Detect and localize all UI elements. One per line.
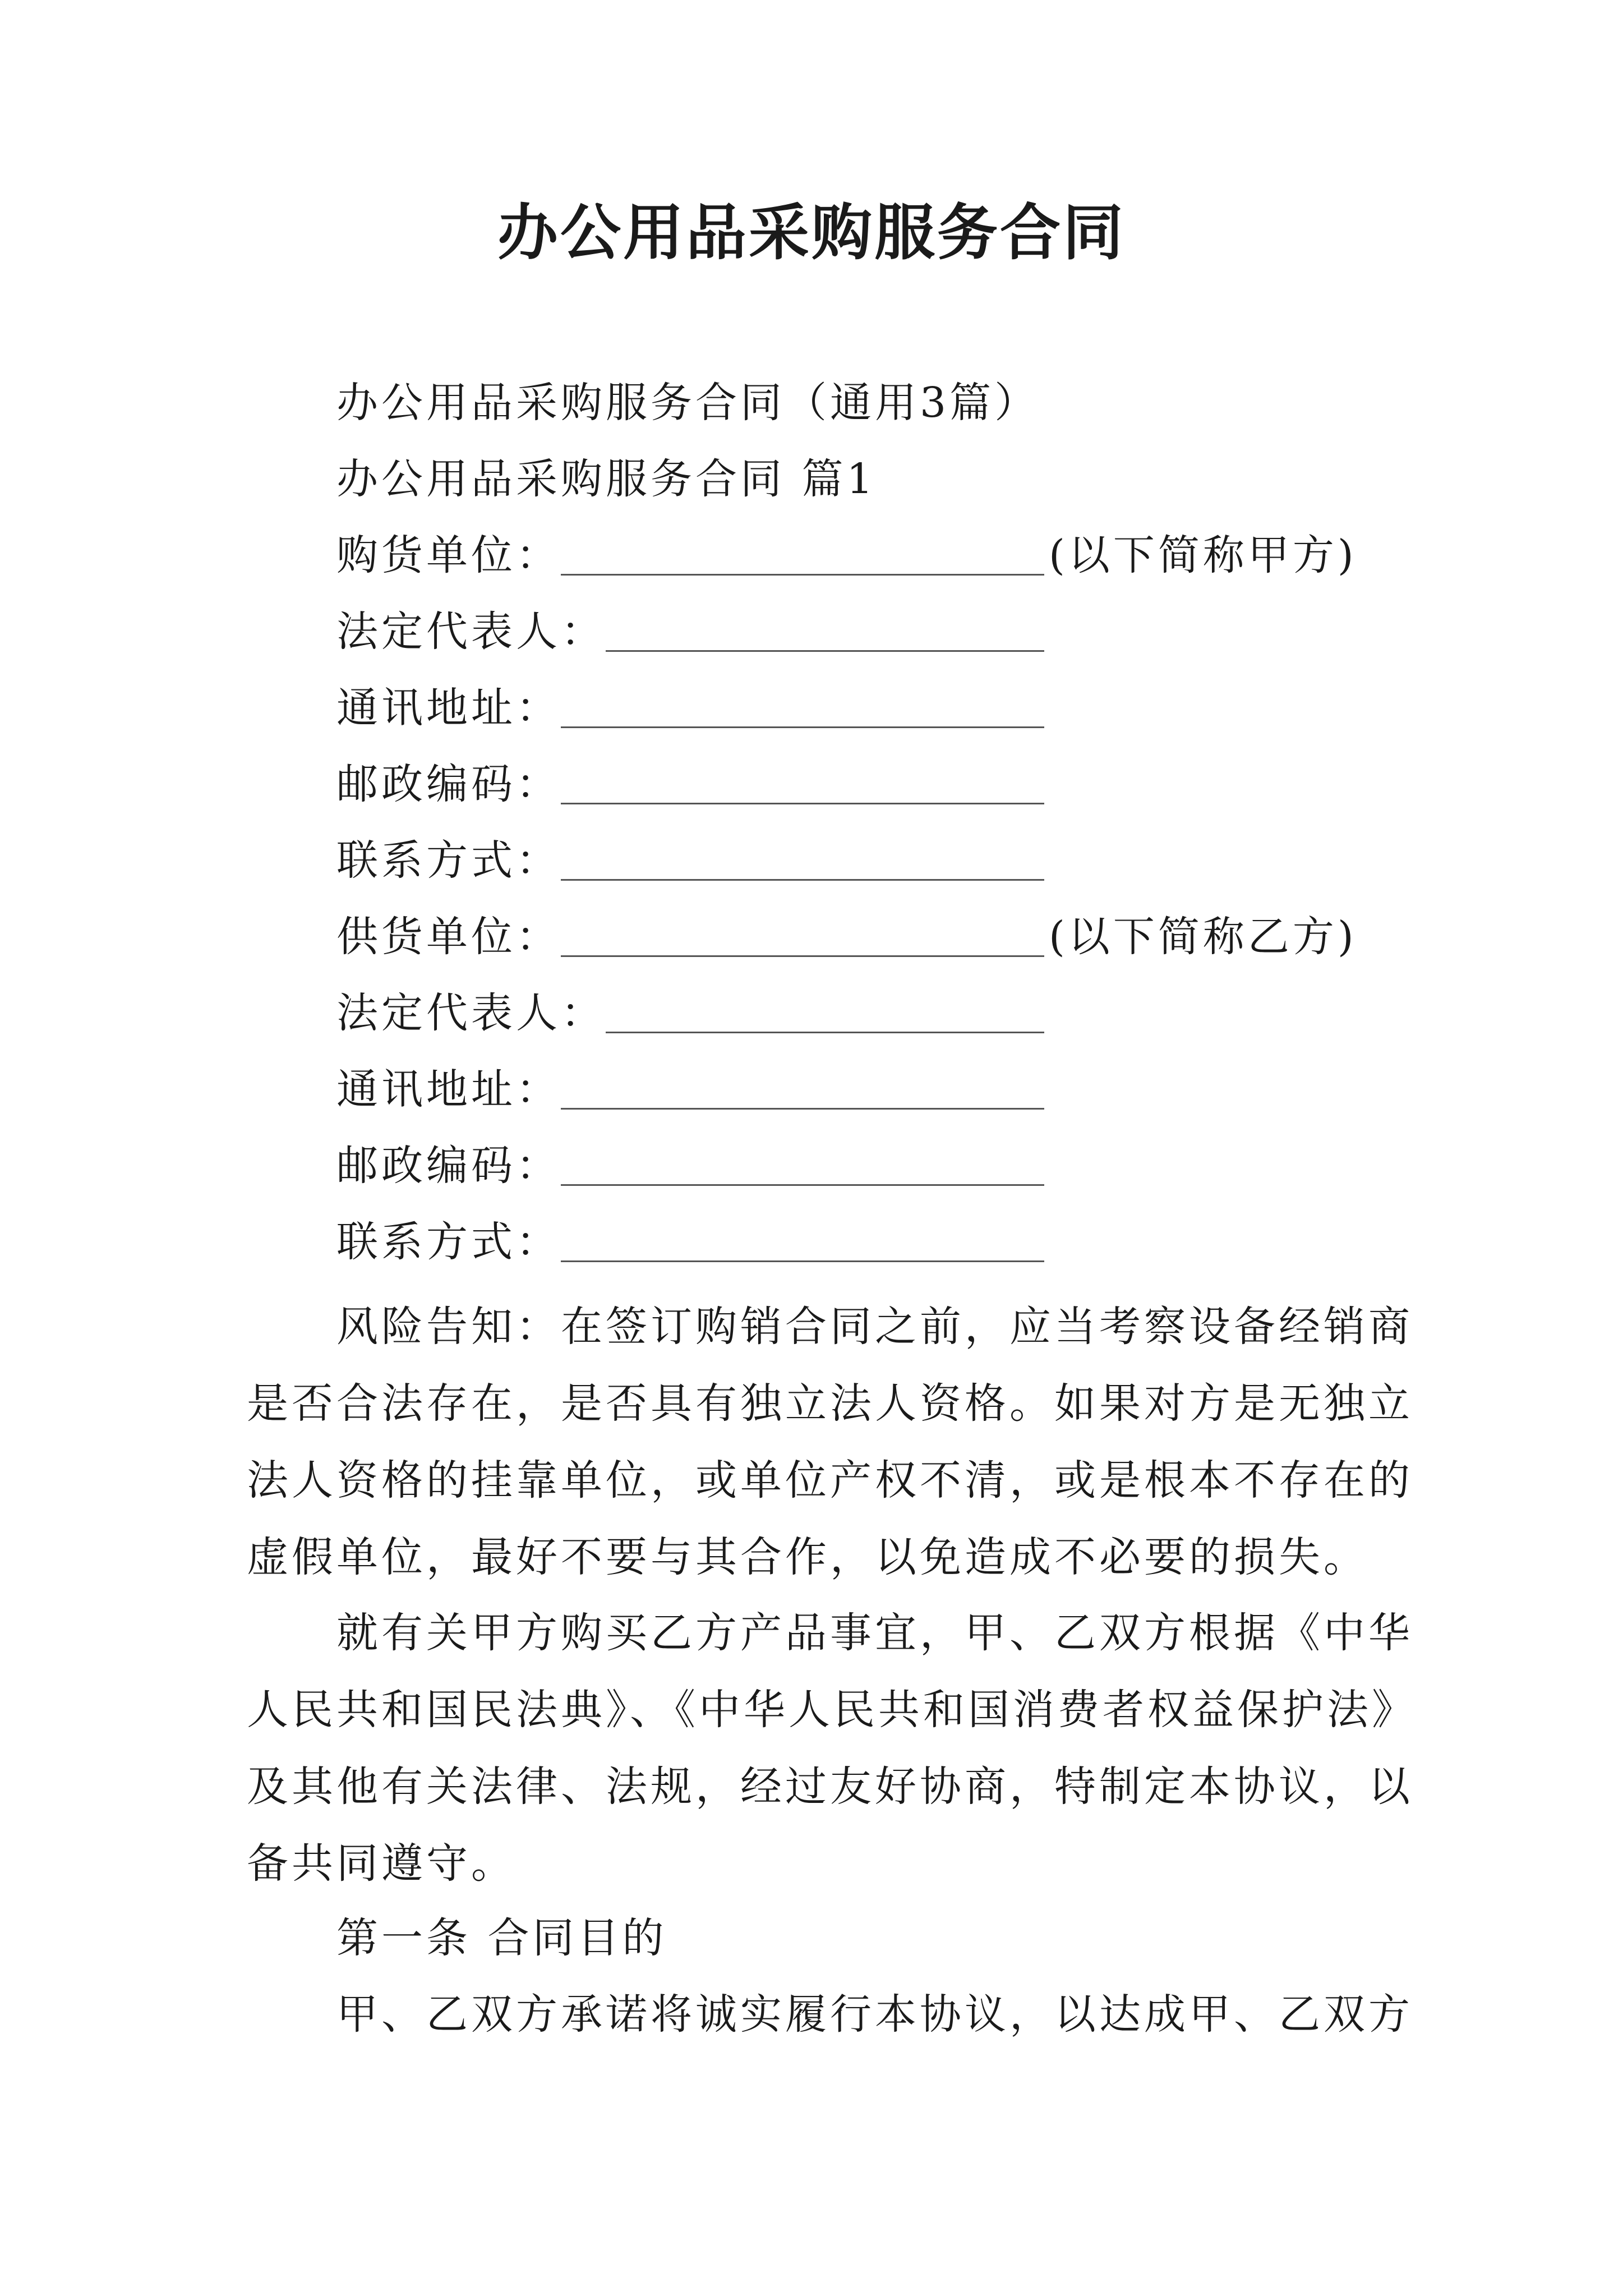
party-b-address-blank (561, 1066, 1044, 1110)
party-b-unit-field (336, 909, 1357, 965)
party-a-contact-field (336, 832, 1044, 889)
risk-notice-line: 风险告知：在签订购销合同之前，应当考察设备经销商 (336, 1303, 1413, 1351)
preamble-line: 就有关甲方购买乙方产品事宜，甲、乙双方根据《中华 (336, 1609, 1413, 1657)
party-b-address-field (336, 1061, 1044, 1117)
party-a-rep-blank (606, 609, 1044, 652)
party-a-address-blank (561, 685, 1044, 728)
document-subtitle: 办公用品采购服务合同（通用3篇） (336, 379, 1040, 427)
party-b-contact-label: 联系方式： (336, 1218, 561, 1266)
preamble-line: 及其他有关法律、法规，经过友好协商，特制定本协议，以 (247, 1763, 1413, 1811)
party-b-unit-label: 供货单位： (336, 913, 561, 961)
party-a-address-label: 通讯地址： (336, 684, 561, 732)
section-heading: 办公用品采购服务合同 篇1 (336, 455, 877, 503)
party-a-unit-field (336, 527, 1357, 583)
party-a-unit-blank (561, 532, 1044, 576)
party-b-unit-blank (561, 914, 1044, 957)
party-b-contact-blank (561, 1219, 1044, 1262)
party-a-rep-field (336, 604, 1044, 660)
risk-notice-paragraph (247, 1289, 1413, 1596)
party-b-postcode-label: 邮政编码： (336, 1142, 561, 1190)
party-b-postcode-blank (561, 1143, 1044, 1186)
preamble-paragraph (247, 1595, 1417, 1902)
article-1-text: 甲、乙双方承诺将诚实履行本协议，以达成甲、乙双方 (336, 1990, 1413, 2039)
article-1-heading: 第一条 合同目的 (336, 1914, 667, 1962)
party-a-rep-label: 法定代表人： (336, 608, 606, 656)
party-b-postcode-field (336, 1138, 1044, 1194)
party-a-postcode-field (336, 756, 1044, 812)
party-b-unit-suffix: (以下简称乙方) (1049, 913, 1357, 961)
party-a-contact-label: 联系方式： (336, 836, 561, 885)
risk-notice-line: 是否合法存在，是否具有独立法人资格。如果对方是无独立 (247, 1379, 1413, 1428)
party-a-postcode-blank (561, 761, 1044, 804)
party-b-address-label: 通讯地址： (336, 1065, 561, 1114)
party-a-unit-suffix: (以下简称甲方) (1049, 531, 1357, 579)
party-b-rep-field (336, 985, 1044, 1041)
party-a-address-field (336, 680, 1044, 736)
party-b-rep-label: 法定代表人： (336, 989, 606, 1037)
preamble-line: 人民共和国民法典》、《中华人民共和国消费者权益保护法》 (247, 1686, 1417, 1734)
party-b-rep-blank (606, 990, 1044, 1033)
document-title: 办公用品采购服务合同 (497, 197, 1126, 268)
party-a-contact-blank (561, 838, 1044, 881)
preamble-line: 备共同遵守。 (247, 1839, 516, 1888)
party-a-postcode-label: 邮政编码： (336, 760, 561, 808)
risk-notice-line: 法人资格的挂靠单位，或单位产权不清，或是根本不存在的 (247, 1456, 1413, 1504)
party-a-unit-label: 购货单位： (336, 531, 561, 579)
risk-notice-line: 虚假单位，最好不要与其合作，以免造成不必要的损失。 (247, 1533, 1368, 1581)
party-b-contact-field (336, 1214, 1044, 1270)
